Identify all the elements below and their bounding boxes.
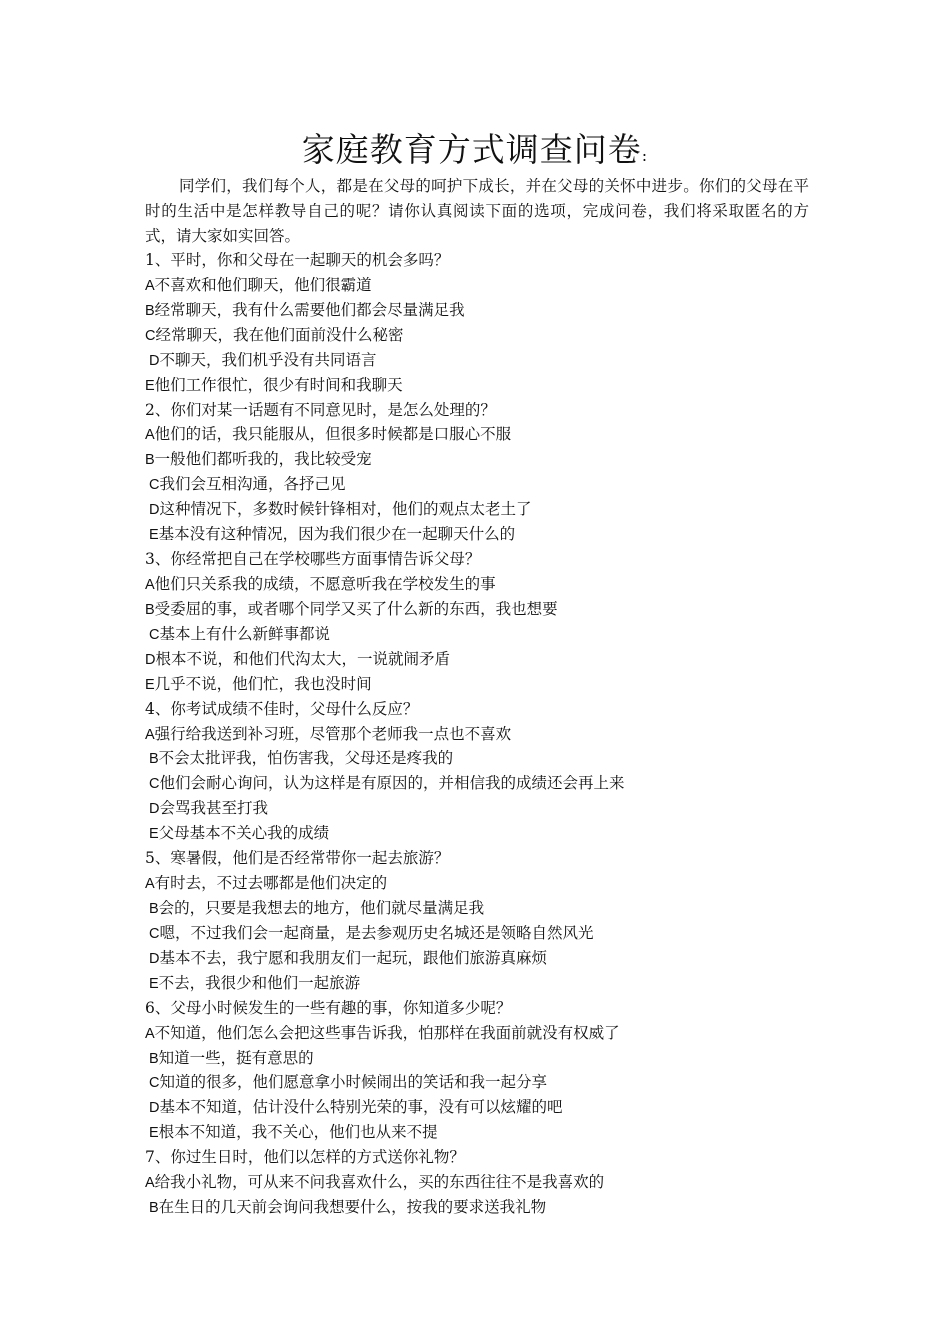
option-text: 经常聊天，我有什么需要他们都会尽量满足我 <box>154 300 465 319</box>
option-text: 根本不知道，我不关心，他们也从来不提 <box>158 1123 438 1142</box>
option-text: 不会太批评我，怕伤害我，父母还是疼我的 <box>158 749 454 768</box>
option-text: 有时去，不过去哪都是他们决定的 <box>154 874 388 893</box>
option-letter: D <box>149 950 160 967</box>
option-letter: C <box>149 626 160 643</box>
question-4-option-e <box>145 821 825 846</box>
question-4-option-b <box>145 746 825 771</box>
title-text: 家庭教育方式调查问卷 <box>301 130 642 169</box>
option-text: 不知道，他们怎么会把这些事告诉我，怕那样在我面前就没有权威了 <box>154 1023 620 1042</box>
question-2-option-a <box>145 422 825 447</box>
question-1-option-a <box>145 273 825 298</box>
question-1-option-b <box>145 298 825 323</box>
question-7: 7、你过生日时，他们以怎样的方式送你礼物？ <box>145 1148 465 1167</box>
intro-paragraph: 同学们，我们每个人，都是在父母的呵护下成长，并在父母的关怀中进步。你们的父母在平时的生活中是怎样教导自己的呢？请你认真阅读下面的选项，完成问卷，我们将采取匿名的方式，请大家如实回答。 <box>145 177 809 245</box>
question-1-option-e <box>145 373 825 398</box>
option-text: 不聊天，我们机乎没有共同语言 <box>159 350 377 369</box>
option-letter: E <box>149 1125 159 1142</box>
option-text: 知道的很多，他们愿意拿小时候闹出的笑话和我一起分享 <box>159 1073 547 1092</box>
option-text: 受委屈的事，或者哪个同学又买了什么新的东西，我也想要 <box>154 599 558 618</box>
option-text: 基本上有什么新鲜事都说 <box>159 624 330 643</box>
option-letter: A <box>145 277 155 294</box>
option-letter: E <box>149 826 159 843</box>
option-letter: B <box>145 601 155 618</box>
question-5-option-d <box>145 946 825 971</box>
page-title <box>0 128 950 178</box>
question-1-option-d <box>145 348 825 373</box>
question-2-option-c <box>145 472 825 497</box>
option-letter: A <box>145 876 155 893</box>
option-letter: E <box>149 527 159 544</box>
question-5: 5、寒暑假，他们是否经常带你一起去旅游？ <box>145 849 450 868</box>
option-letter: D <box>149 502 160 519</box>
question-6-option-b <box>145 1046 825 1071</box>
option-text: 会的，只要是我想去的地方，他们就尽量满足我 <box>158 898 485 917</box>
option-text: 一般他们都听我的，我比较受宠 <box>154 450 372 469</box>
option-text: 嗯，不过我们会一起商量，是去参观历史名城还是领略自然风光 <box>159 923 594 942</box>
option-text: 根本不说，和他们代沟太大，一说就闹矛盾 <box>155 649 450 668</box>
option-letter: B <box>149 1200 159 1217</box>
option-text: 他们会耐心询问，认为这样是有原因的，并相信我的成绩还会再上来 <box>159 774 625 793</box>
question-4-option-c <box>145 771 825 796</box>
option-text: 他们的话，我只能服从，但很多时候都是口服心不服 <box>154 425 512 444</box>
option-text: 会骂我甚至打我 <box>159 799 268 818</box>
option-letter: A <box>145 427 155 444</box>
option-letter: A <box>145 726 155 743</box>
option-letter: D <box>149 801 160 818</box>
questionnaire-body <box>145 248 825 1220</box>
question-3-option-b <box>145 597 825 622</box>
question-7-option-b <box>145 1195 825 1220</box>
option-text: 几乎不说，他们忙，我也没时间 <box>154 674 372 693</box>
question-5-option-c <box>145 921 825 946</box>
option-text: 知道一些，挺有意思的 <box>158 1048 314 1067</box>
question-7-option-a <box>145 1170 825 1195</box>
question-5-option-b <box>145 896 825 921</box>
option-text: 强行给我送到补习班，尽管那个老师我一点也不喜欢 <box>154 724 512 743</box>
option-text: 给我小礼物，可从来不问我喜欢什么，买的东西往往不是我喜欢的 <box>154 1173 605 1192</box>
question-3-option-c <box>145 622 825 647</box>
option-text: 基本不知道，估计没什么特别光荣的事，没有可以炫耀的吧 <box>159 1098 563 1117</box>
question-5-option-a <box>145 871 825 896</box>
option-letter: A <box>145 1175 155 1192</box>
option-letter: D <box>145 651 156 668</box>
question-2-option-e <box>145 522 825 547</box>
option-text: 这种情况下，多数时候针锋相对，他们的观点太老土了 <box>159 500 532 519</box>
option-letter: C <box>149 1075 160 1092</box>
option-text: 我们会互相沟通，各抒己见 <box>159 475 346 494</box>
option-letter: A <box>145 1025 155 1042</box>
option-text: 不去，我很少和他们一起旅游 <box>158 973 361 992</box>
question-4: 4、你考试成绩不佳时，父母什么反应？ <box>145 699 419 718</box>
option-letter: C <box>145 327 156 344</box>
option-letter: D <box>149 352 160 369</box>
option-letter: C <box>149 776 160 793</box>
question-5-option-e <box>145 971 825 996</box>
question-6-option-e <box>145 1120 825 1145</box>
question-2-option-d <box>145 497 825 522</box>
option-text: 经常聊天，我在他们面前没什么秘密 <box>155 325 404 344</box>
option-letter: A <box>145 576 155 593</box>
option-text: 在生日的几天前会询问我想要什么，按我的要求送我礼物 <box>158 1198 547 1217</box>
option-text: 基本没有这种情况，因为我们很少在一起聊天什么的 <box>158 525 516 544</box>
question-3-option-a <box>145 572 825 597</box>
question-4-option-a <box>145 722 825 747</box>
title-colon: : <box>641 146 649 165</box>
question-3-option-d <box>145 647 825 672</box>
option-letter: C <box>149 925 160 942</box>
option-letter: B <box>149 900 159 917</box>
question-4-option-d <box>145 796 825 821</box>
question-3: 3、你经常把自己在学校哪些方面事情告诉父母？ <box>145 550 481 569</box>
option-letter: E <box>145 377 155 394</box>
question-1: 1、平时，你和父母在一起聊天的机会多吗？ <box>145 251 450 269</box>
question-6-option-c <box>145 1070 825 1095</box>
option-text: 他们工作很忙，很少有时间和我聊天 <box>154 375 403 394</box>
option-letter: B <box>145 452 155 469</box>
question-6-option-a <box>145 1021 825 1046</box>
option-text: 不喜欢和他们聊天，他们很霸道 <box>154 275 372 294</box>
question-6-option-d <box>145 1095 825 1120</box>
question-1-option-c <box>145 323 825 348</box>
option-text: 他们只关系我的成绩，不愿意听我在学校发生的事 <box>154 574 496 593</box>
option-letter: C <box>149 477 160 494</box>
option-letter: D <box>149 1100 160 1117</box>
option-letter: E <box>149 975 159 992</box>
question-3-option-e <box>145 672 825 697</box>
option-letter: B <box>149 1050 159 1067</box>
option-letter: E <box>145 676 155 693</box>
option-text: 父母基本不关心我的成绩 <box>158 824 330 843</box>
question-6: 6、父母小时候发生的一些有趣的事，你知道多少呢？ <box>145 998 512 1017</box>
option-text: 基本不去，我宁愿和我朋友们一起玩，跟他们旅游真麻烦 <box>159 948 547 967</box>
option-letter: B <box>149 751 159 768</box>
option-letter: B <box>145 302 155 319</box>
question-2: 2、你们对某一话题有不同意见时，是怎么处理的？ <box>145 400 496 419</box>
question-2-option-b <box>145 447 825 472</box>
